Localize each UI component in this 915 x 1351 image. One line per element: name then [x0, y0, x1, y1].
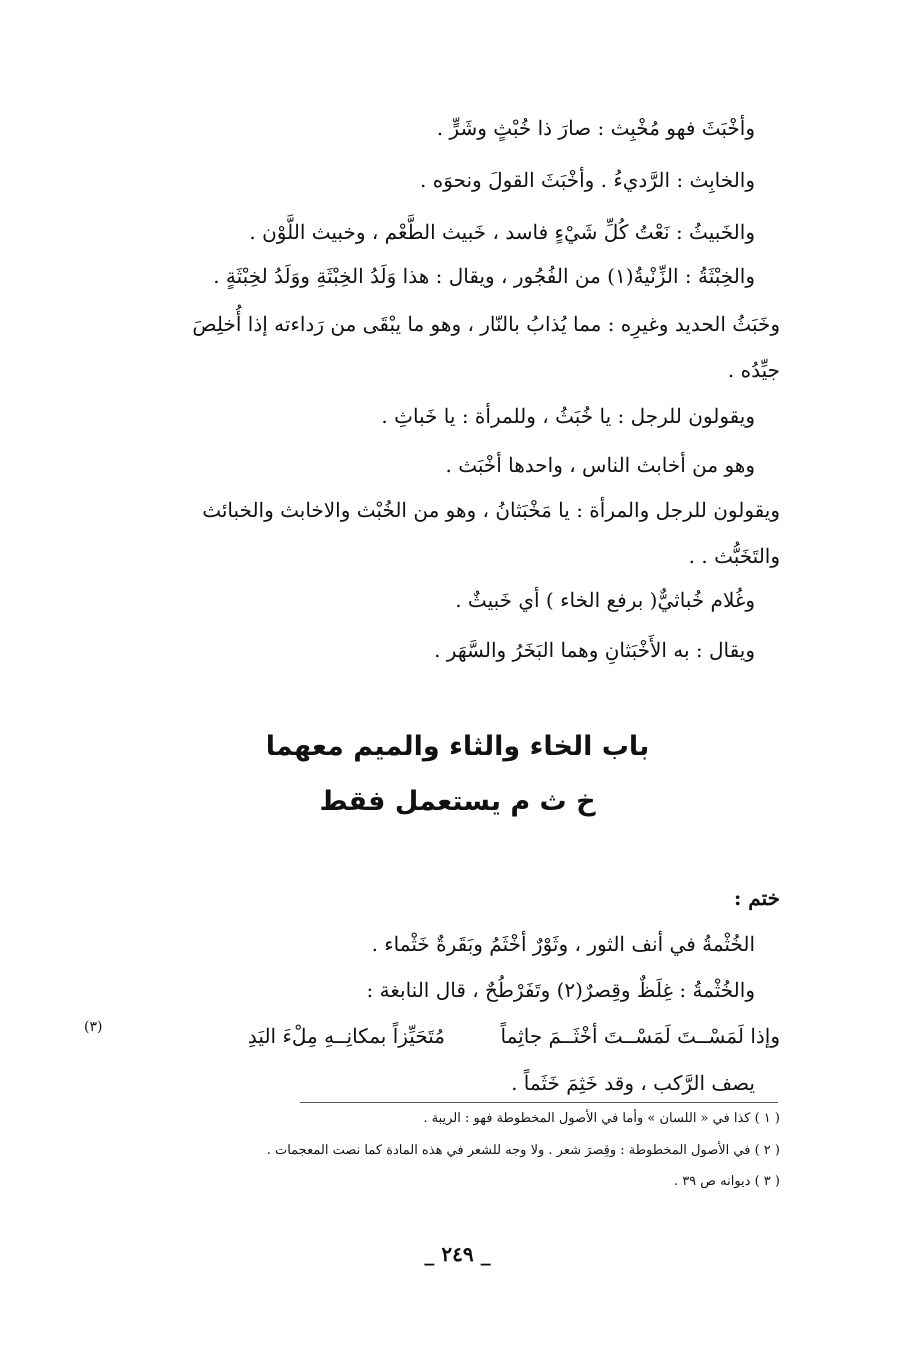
body-line: وأخْبَثَ فهو مُخْبِث : صارَ ذا خُبْثٍ وشَرٍّ . [436, 116, 755, 140]
footnote: ( ١ ) كذا في « اللسان » وأما في الأصول المخطوطة فهو : الريبة . [423, 1111, 780, 1126]
body-line: ويقال : به الأَخْبَثانِ وهما البَخَرُ والسَّهَر . [434, 638, 755, 662]
body-line: والخِبْثَةُ : الزِّنْيةُ(١) من الفُجُور ، ويقال : هذا وَلَدُ الخِبْثَةِ ووَلَدُ لخِبْثَةٍ . [213, 264, 755, 288]
body-line: وخَبَثُ الحديد وغيرِه : مما يُذابُ بالنّار ، وهو ما يبْقَى من رَداءته إذا أُخلِصَ [192, 312, 780, 336]
body-line: جيِّدُه . [727, 358, 780, 382]
footnote: ( ٢ ) في الأصول المخطوطة : وقِصرَ شعر . ولا وجه للشعر في هذه المادة كما نصت المعجمات . [266, 1143, 780, 1158]
body-line: وغُلام خُباثيٌّ( برفع الخاء ) أي خَبيثٌ . [455, 588, 755, 612]
body-line: والخابِث : الرَّديءُ . وأخْبَثَ القولَ ونحوَه . [420, 168, 755, 192]
verse-first-hemistich: وإذا لَمَسْــتَ لَمَسْــتَ أخْثَــمَ جاثِماً [500, 1024, 780, 1048]
footnote: ( ٣ ) ديوانه ص ٣٩ . [673, 1174, 780, 1189]
body-line: ويقولون للرجل والمرأة : يا مَخْبَثانُ ، وهو من الخُبْث والاخابث والخبائث [202, 498, 780, 522]
verse-footnote-marker: (٣) [84, 1019, 103, 1035]
body-line: والتَخَبُّث . . [688, 544, 780, 568]
entry-line: الخُثْمةُ في أنف الثور ، وثَوْرٌ أخْثَمُ وبَقَرةٌ خَثْماء . [371, 932, 755, 956]
section-title: باب الخاء والثاء والميم معهما [265, 731, 650, 762]
footnote-divider [300, 1102, 778, 1103]
entry-headword: ختم : [733, 886, 780, 910]
body-line: وهو من أخابث الناس ، واحدها أخْبَث . [445, 453, 755, 477]
body-line: والخَبيثُ : نَعْتُ كُلِّ شَيْءٍ فاسد ، خَبيث الطَّعْم ، وخبيث اللَّوْن . [249, 220, 755, 244]
page-number: _ ٢٤٩ _ [424, 1242, 491, 1266]
entry-line: يصف الرَّكب ، وقد خَثِمَ خَثَماً . [511, 1071, 755, 1095]
entry-line: والخُثْمةُ : غِلَظٌ وقِصرٌ(٢) وتَفَرْطُحٌ ، قال النابغة : [366, 978, 755, 1002]
section-subtitle: خ ث م يستعمل فقط [319, 786, 596, 817]
verse-second-hemistich: مُتَحَيِّزاً بمكانِــهِ مِلْءَ اليَدِ [247, 1024, 445, 1048]
body-line: ويقولون للرجل : يا خُبَثُ ، وللمرأة : يا خَباثِ . [381, 404, 755, 428]
